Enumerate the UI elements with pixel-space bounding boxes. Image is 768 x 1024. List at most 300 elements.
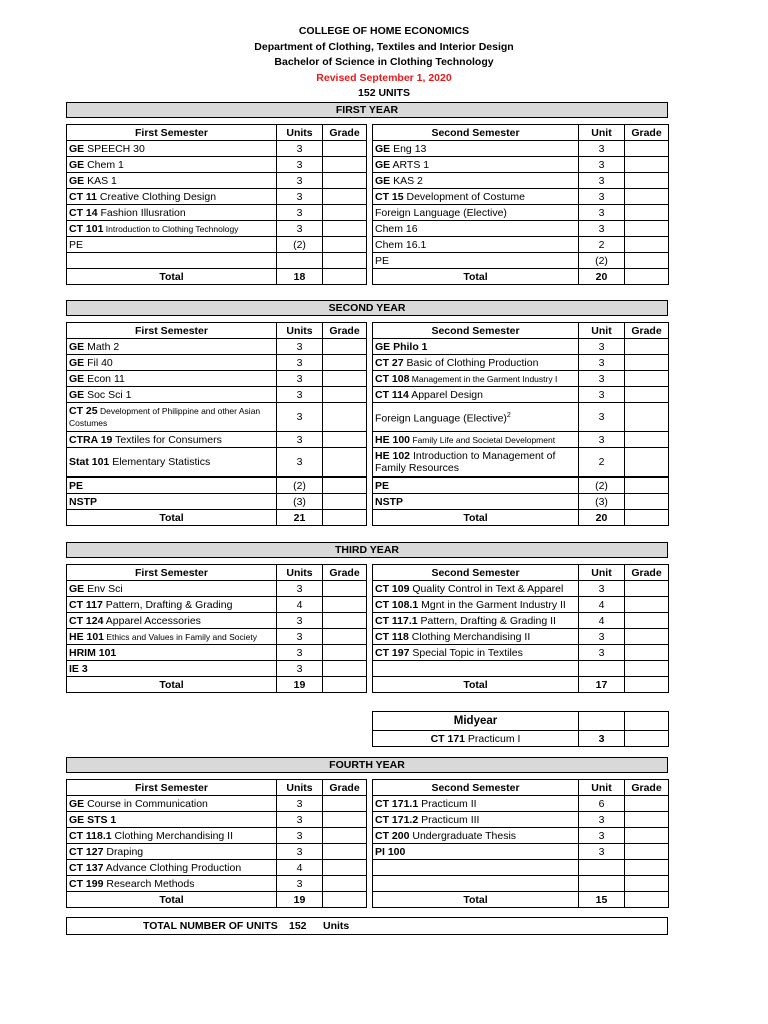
course-code: CT 200 bbox=[375, 829, 410, 842]
grade-cell[interactable] bbox=[323, 355, 367, 371]
grade-cell[interactable] bbox=[625, 141, 669, 157]
grade-cell[interactable] bbox=[625, 494, 669, 510]
course-row bbox=[373, 661, 669, 677]
grade-cell[interactable] bbox=[625, 661, 669, 677]
total-grade-cell bbox=[625, 269, 669, 285]
course-title: Fil 40 bbox=[84, 356, 113, 369]
grade-cell[interactable] bbox=[323, 339, 367, 355]
grade-cell[interactable] bbox=[625, 629, 669, 645]
grade-cell[interactable] bbox=[323, 581, 367, 597]
grand-total-unit: Units bbox=[323, 920, 350, 932]
course-row bbox=[67, 645, 367, 661]
course-cell bbox=[67, 629, 277, 645]
grade-cell[interactable] bbox=[323, 477, 367, 494]
units-cell: 3 bbox=[277, 581, 323, 597]
units-cell bbox=[579, 876, 625, 892]
units-cell: (2) bbox=[277, 237, 323, 253]
course-code: CT 25 bbox=[69, 405, 98, 417]
grade-cell[interactable] bbox=[323, 828, 367, 844]
grade-cell[interactable] bbox=[625, 477, 669, 494]
course-code: CT 171.1 bbox=[375, 797, 419, 810]
grade-header: Grade bbox=[625, 323, 669, 339]
course-title: Chem 1 bbox=[84, 158, 124, 171]
grade-cell[interactable] bbox=[625, 173, 669, 189]
course-cell bbox=[67, 812, 277, 828]
course-row bbox=[67, 432, 367, 448]
course-cell bbox=[67, 581, 277, 597]
course-cell bbox=[373, 339, 579, 355]
course-title: Mgnt in the Garment Industry II bbox=[418, 598, 566, 611]
units-cell: 3 bbox=[579, 355, 625, 371]
total-grade-cell bbox=[625, 892, 669, 908]
grand-total-label: TOTAL NUMBER OF UNITS bbox=[143, 920, 278, 932]
grade-cell[interactable] bbox=[625, 448, 669, 478]
grade-cell[interactable] bbox=[625, 189, 669, 205]
course-row bbox=[67, 629, 367, 645]
grade-cell[interactable] bbox=[625, 796, 669, 812]
units-cell: (3) bbox=[579, 494, 625, 510]
course-row bbox=[67, 237, 367, 253]
grade-cell[interactable] bbox=[323, 613, 367, 629]
course-title: SPEECH 30 bbox=[84, 142, 145, 155]
course-row bbox=[373, 432, 669, 448]
total-row bbox=[373, 677, 669, 693]
grade-cell[interactable] bbox=[625, 355, 669, 371]
first-year-band: FIRST YEAR bbox=[66, 102, 668, 118]
units-header: Unit bbox=[579, 565, 625, 581]
course-cell bbox=[67, 141, 277, 157]
grade-cell[interactable] bbox=[625, 876, 669, 892]
grade-cell[interactable] bbox=[625, 597, 669, 613]
course-title: Undergraduate Thesis bbox=[409, 829, 517, 842]
total-units: 19 bbox=[277, 892, 323, 908]
course-cell bbox=[373, 448, 579, 478]
second-year-band: SECOND YEAR bbox=[66, 300, 668, 316]
grade-cell[interactable] bbox=[323, 876, 367, 892]
course-row bbox=[67, 477, 367, 494]
units-cell: 3 bbox=[277, 355, 323, 371]
course-title: Pattern, Drafting & Grading II bbox=[417, 614, 556, 627]
grand-total-row bbox=[66, 917, 668, 935]
second-right-semester-table bbox=[372, 322, 669, 526]
course-row bbox=[373, 597, 669, 613]
course-code: GE bbox=[69, 356, 85, 369]
course-cell bbox=[373, 876, 579, 892]
units-cell: 3 bbox=[579, 828, 625, 844]
course-cell bbox=[373, 141, 579, 157]
college-name: COLLEGE OF HOME ECONOMICS bbox=[298, 25, 470, 37]
document-header bbox=[0, 24, 768, 102]
course-row bbox=[67, 876, 367, 892]
course-cell bbox=[67, 860, 277, 876]
total-units: 18 bbox=[277, 269, 323, 285]
third-left-semester-table bbox=[66, 564, 367, 693]
units-cell: 3 bbox=[277, 629, 323, 645]
grade-cell[interactable] bbox=[625, 812, 669, 828]
total-row bbox=[67, 892, 367, 908]
table-header-row bbox=[373, 323, 669, 339]
course-code: HE 102 bbox=[375, 450, 411, 462]
table-header-row bbox=[67, 125, 367, 141]
course-code: CT 117.1 bbox=[375, 614, 418, 627]
course-row bbox=[373, 812, 669, 828]
grade-cell[interactable] bbox=[625, 860, 669, 876]
grade-cell[interactable] bbox=[323, 157, 367, 173]
units-cell: 3 bbox=[579, 403, 625, 432]
course-code: CT 127 bbox=[69, 845, 104, 858]
units-cell: 3 bbox=[277, 371, 323, 387]
midyear-table bbox=[372, 711, 669, 747]
course-code: CT 14 bbox=[69, 206, 98, 219]
course-title: Draping bbox=[103, 845, 144, 858]
total-units: 15 bbox=[579, 892, 625, 908]
units-header: Units bbox=[277, 565, 323, 581]
semester-header: Second Semester bbox=[373, 565, 579, 581]
semester-header: Second Semester bbox=[373, 323, 579, 339]
course-title: Chem 16 bbox=[375, 222, 418, 235]
first-left-semester-table bbox=[66, 124, 367, 285]
table-header-row bbox=[373, 565, 669, 581]
course-cell bbox=[373, 157, 579, 173]
course-title: Research Methods bbox=[103, 877, 195, 890]
table-header-row bbox=[373, 125, 669, 141]
course-title: Textiles for Consumers bbox=[112, 433, 222, 446]
table-header-row bbox=[373, 780, 669, 796]
course-code: GE bbox=[69, 158, 85, 171]
units-cell: 4 bbox=[277, 597, 323, 613]
second-left-semester-table bbox=[66, 322, 367, 526]
total-label: Total bbox=[67, 677, 277, 693]
course-row bbox=[373, 253, 669, 269]
units-cell: 3 bbox=[277, 189, 323, 205]
units-cell: 3 bbox=[277, 157, 323, 173]
course-row bbox=[373, 173, 669, 189]
grade-cell[interactable] bbox=[323, 645, 367, 661]
course-code: GE bbox=[69, 142, 85, 155]
units-cell: 4 bbox=[579, 597, 625, 613]
units-cell: 3 bbox=[277, 387, 323, 403]
course-code: GE bbox=[375, 142, 391, 155]
grade-cell[interactable] bbox=[625, 371, 669, 387]
grade-cell[interactable] bbox=[323, 371, 367, 387]
course-cell bbox=[373, 796, 579, 812]
units-cell: 3 bbox=[579, 371, 625, 387]
units-cell: 6 bbox=[579, 796, 625, 812]
course-row bbox=[373, 387, 669, 403]
units-cell: 3 bbox=[277, 661, 323, 677]
course-cell bbox=[67, 597, 277, 613]
units-cell: 3 bbox=[579, 221, 625, 237]
course-row bbox=[373, 645, 669, 661]
course-row bbox=[67, 597, 367, 613]
units-cell: (2) bbox=[579, 253, 625, 269]
course-title: Clothing Merchandising II bbox=[111, 829, 234, 842]
course-title: Pattern, Drafting & Grading bbox=[102, 598, 233, 611]
course-title: PE bbox=[69, 238, 84, 251]
grade-cell[interactable] bbox=[625, 403, 669, 432]
course-title: Clothing Merchandising II bbox=[408, 630, 531, 643]
grade-cell[interactable] bbox=[323, 629, 367, 645]
third-year-band: THIRD YEAR bbox=[66, 542, 668, 558]
total-row bbox=[67, 677, 367, 693]
course-code: CTRA 19 bbox=[69, 433, 113, 446]
course-code: CT 101 bbox=[69, 222, 104, 235]
course-code: CT 15 bbox=[375, 190, 404, 203]
course-cell bbox=[373, 494, 579, 510]
midyear-grade-header bbox=[625, 712, 669, 731]
course-row bbox=[373, 876, 669, 892]
grade-cell[interactable] bbox=[625, 205, 669, 221]
course-title: Eng 13 bbox=[390, 142, 427, 155]
course-row bbox=[373, 860, 669, 876]
course-cell bbox=[373, 432, 579, 448]
course-code: PE bbox=[69, 479, 84, 492]
grade-cell[interactable] bbox=[323, 205, 367, 221]
grade-cell[interactable] bbox=[625, 237, 669, 253]
units-header: Unit bbox=[579, 780, 625, 796]
grade-cell[interactable] bbox=[625, 432, 669, 448]
course-code: GE bbox=[69, 797, 85, 810]
grade-cell[interactable] bbox=[625, 339, 669, 355]
grade-cell[interactable] bbox=[625, 645, 669, 661]
course-title: Management in the Garment Industry I bbox=[409, 373, 558, 384]
first-right-semester-table bbox=[372, 124, 669, 285]
grade-cell[interactable] bbox=[625, 828, 669, 844]
course-row bbox=[373, 355, 669, 371]
course-row bbox=[67, 221, 367, 237]
units-cell: 3 bbox=[277, 339, 323, 355]
course-cell bbox=[373, 812, 579, 828]
units-cell bbox=[277, 253, 323, 269]
course-code: GE bbox=[69, 372, 85, 385]
course-cell bbox=[373, 253, 579, 269]
grade-header: Grade bbox=[323, 780, 367, 796]
units-cell: 3 bbox=[579, 645, 625, 661]
course-cell bbox=[67, 828, 277, 844]
course-cell bbox=[67, 844, 277, 860]
course-cell bbox=[373, 629, 579, 645]
grade-cell[interactable] bbox=[625, 253, 669, 269]
course-row bbox=[373, 403, 669, 432]
units-cell: 2 bbox=[579, 237, 625, 253]
course-cell bbox=[373, 371, 579, 387]
units-cell: 3 bbox=[277, 173, 323, 189]
units-header: Units bbox=[277, 780, 323, 796]
course-code: IE 3 bbox=[69, 662, 88, 675]
course-code: CT 171 bbox=[430, 732, 465, 745]
course-title: PE bbox=[375, 254, 390, 267]
total-label: Total bbox=[373, 892, 579, 908]
course-title: KAS 1 bbox=[84, 174, 117, 187]
grade-cell[interactable] bbox=[323, 387, 367, 403]
course-row bbox=[67, 141, 367, 157]
total-label: Total bbox=[373, 510, 579, 526]
grade-header: Grade bbox=[323, 323, 367, 339]
course-cell bbox=[373, 189, 579, 205]
course-cell bbox=[373, 860, 579, 876]
grade-cell[interactable] bbox=[625, 731, 669, 747]
grade-cell[interactable] bbox=[323, 432, 367, 448]
course-code: GE bbox=[69, 340, 85, 353]
grade-cell[interactable] bbox=[625, 613, 669, 629]
units-cell: 3 bbox=[579, 432, 625, 448]
fourth-year-band: FOURTH YEAR bbox=[66, 757, 668, 773]
grade-cell[interactable] bbox=[323, 812, 367, 828]
grade-cell[interactable] bbox=[323, 253, 367, 269]
units-header: Unit bbox=[579, 323, 625, 339]
course-title: KAS 2 bbox=[390, 174, 423, 187]
units-header: Unit bbox=[579, 125, 625, 141]
units-cell: 3 bbox=[277, 645, 323, 661]
midyear-units: 3 bbox=[579, 731, 625, 747]
course-cell bbox=[373, 237, 579, 253]
course-cell bbox=[67, 339, 277, 355]
units-cell: 3 bbox=[277, 432, 323, 448]
third-right-semester-table bbox=[372, 564, 669, 693]
course-code: CT 27 bbox=[375, 356, 404, 369]
total-units: 17 bbox=[579, 677, 625, 693]
units-cell bbox=[579, 661, 625, 677]
grade-cell[interactable] bbox=[625, 387, 669, 403]
course-cell bbox=[373, 205, 579, 221]
grade-cell[interactable] bbox=[323, 173, 367, 189]
grade-cell[interactable] bbox=[323, 597, 367, 613]
course-cell bbox=[67, 403, 277, 432]
total-row bbox=[373, 510, 669, 526]
units-cell: 3 bbox=[579, 581, 625, 597]
units-cell: 3 bbox=[579, 812, 625, 828]
total-row bbox=[373, 269, 669, 285]
grade-cell[interactable] bbox=[323, 189, 367, 205]
course-row bbox=[373, 629, 669, 645]
course-cell bbox=[67, 477, 277, 494]
units-cell: 3 bbox=[579, 844, 625, 860]
units-cell: 3 bbox=[579, 141, 625, 157]
grade-cell[interactable] bbox=[323, 661, 367, 677]
course-code: CT 108 bbox=[375, 372, 410, 385]
grade-cell[interactable] bbox=[323, 796, 367, 812]
total-label: Total bbox=[373, 269, 579, 285]
grade-cell[interactable] bbox=[323, 448, 367, 478]
grand-total-value: 152 bbox=[289, 920, 307, 932]
course-title: Development of Philippine and other Asian Costumes bbox=[69, 406, 261, 428]
total-grade-cell bbox=[323, 510, 367, 526]
grade-header: Grade bbox=[625, 565, 669, 581]
course-row bbox=[373, 494, 669, 510]
grade-header: Grade bbox=[625, 780, 669, 796]
grade-cell[interactable] bbox=[323, 141, 367, 157]
table-header-row bbox=[67, 780, 367, 796]
course-row bbox=[373, 828, 669, 844]
course-cell bbox=[373, 828, 579, 844]
course-cell bbox=[373, 173, 579, 189]
course-code: HE 100 bbox=[375, 433, 411, 446]
course-code: GE bbox=[375, 158, 391, 171]
total-row bbox=[67, 510, 367, 526]
units-header: Units bbox=[277, 125, 323, 141]
grade-cell[interactable] bbox=[625, 844, 669, 860]
course-row bbox=[373, 796, 669, 812]
grade-cell[interactable] bbox=[625, 581, 669, 597]
course-code: CT 11 bbox=[69, 190, 98, 203]
grade-cell[interactable] bbox=[323, 237, 367, 253]
course-cell bbox=[67, 157, 277, 173]
table-header-row bbox=[67, 565, 367, 581]
course-row bbox=[373, 844, 669, 860]
course-code: GE bbox=[69, 582, 85, 595]
course-title: Family Life and Societal Development bbox=[410, 434, 556, 445]
course-code: GE STS 1 bbox=[69, 813, 117, 826]
course-row bbox=[67, 339, 367, 355]
course-title: Foreign Language (Elective) bbox=[375, 206, 507, 219]
midyear-units-header bbox=[579, 712, 625, 731]
grade-cell[interactable] bbox=[625, 221, 669, 237]
course-row bbox=[67, 796, 367, 812]
course-title: Quality Control in Text & Apparel bbox=[409, 582, 564, 595]
total-grade-cell bbox=[323, 677, 367, 693]
course-title: Elementary Statistics bbox=[109, 456, 211, 468]
course-cell bbox=[373, 661, 579, 677]
total-label: Total bbox=[67, 269, 277, 285]
course-title: Apparel Design bbox=[408, 388, 483, 401]
course-code: CT 118.1 bbox=[69, 829, 112, 842]
course-row bbox=[373, 205, 669, 221]
course-code: HRIM 101 bbox=[69, 646, 117, 659]
grade-header: Grade bbox=[323, 565, 367, 581]
course-title: Basic of Clothing Production bbox=[403, 356, 539, 369]
course-code: CT 124 bbox=[69, 614, 104, 627]
grade-cell[interactable] bbox=[323, 844, 367, 860]
course-code: CT 117 bbox=[69, 598, 103, 611]
course-row bbox=[373, 141, 669, 157]
total-grade-cell bbox=[323, 269, 367, 285]
course-row bbox=[67, 844, 367, 860]
units-cell: 3 bbox=[277, 844, 323, 860]
units-cell: 3 bbox=[579, 387, 625, 403]
course-row bbox=[373, 221, 669, 237]
course-code: GE Philo 1 bbox=[375, 340, 428, 353]
units-cell: 3 bbox=[277, 796, 323, 812]
program-name: Bachelor of Science in Clothing Technology bbox=[274, 56, 494, 69]
midyear-course bbox=[373, 731, 579, 747]
units-header: Units bbox=[277, 323, 323, 339]
course-cell bbox=[373, 221, 579, 237]
course-row bbox=[373, 157, 669, 173]
units-cell: 3 bbox=[579, 189, 625, 205]
course-title: Advance Clothing Production bbox=[103, 861, 242, 874]
course-row bbox=[67, 205, 367, 221]
course-code: CT 197 bbox=[375, 646, 410, 659]
course-title: Math 2 bbox=[84, 340, 120, 353]
course-code: GE bbox=[69, 388, 85, 401]
grade-cell[interactable] bbox=[625, 157, 669, 173]
course-row bbox=[67, 403, 367, 432]
course-title: ARTS 1 bbox=[390, 158, 430, 171]
total-label: Total bbox=[373, 677, 579, 693]
course-cell bbox=[373, 387, 579, 403]
total-label: Total bbox=[67, 510, 277, 526]
units-cell: 3 bbox=[277, 876, 323, 892]
course-row bbox=[67, 371, 367, 387]
grade-cell[interactable] bbox=[323, 494, 367, 510]
course-title: Chem 16.1 bbox=[375, 238, 427, 251]
course-code: CT 108.1 bbox=[375, 598, 419, 611]
grade-cell[interactable] bbox=[323, 221, 367, 237]
semester-header: First Semester bbox=[67, 323, 277, 339]
grade-cell[interactable] bbox=[323, 403, 367, 432]
course-cell bbox=[67, 613, 277, 629]
grade-cell[interactable] bbox=[323, 860, 367, 876]
